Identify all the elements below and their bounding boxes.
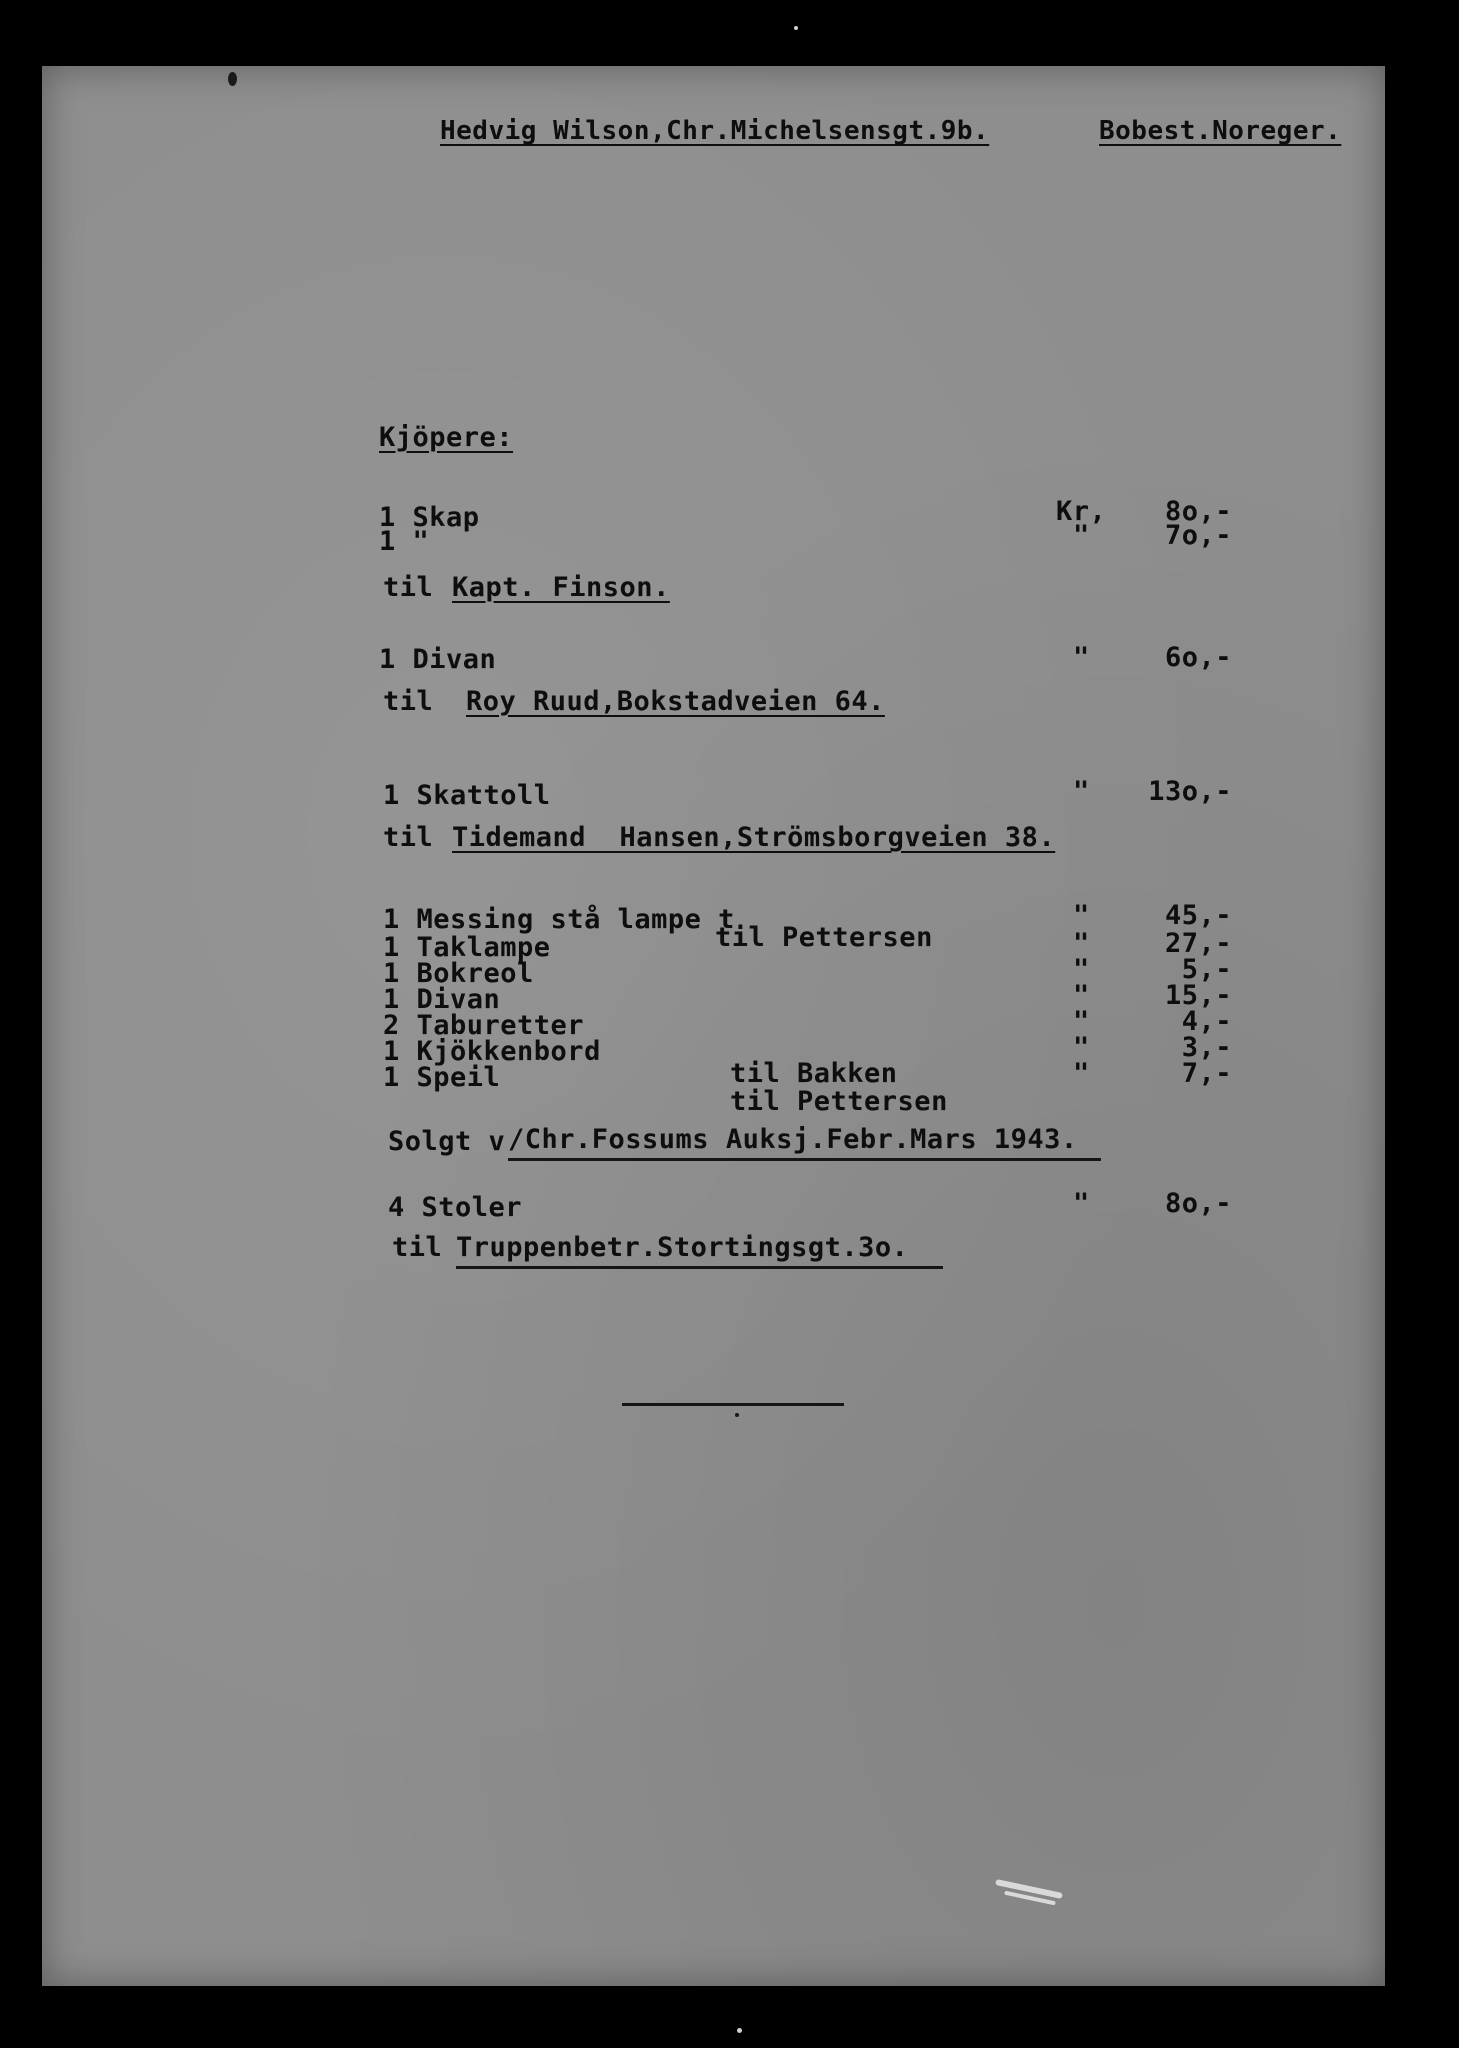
ditto-mark: " (1073, 1188, 1090, 1219)
amount-skap-1: 8o,- (1164, 496, 1232, 527)
header-reference: Bobest.Noreger. (1099, 116, 1342, 146)
ditto-mark: " (1073, 776, 1090, 807)
buyer-stoler: Truppenbetr.Stortingsgt.3o. (456, 1232, 942, 1263)
auction-item: 1 Speil (383, 1062, 501, 1093)
buyer-prefix: til (383, 572, 434, 603)
auction-amount: 45,- (1164, 900, 1232, 931)
item-skap-1: 1 Skap (379, 502, 480, 533)
scan-speck (228, 72, 237, 86)
buyer-divan: Roy Ruud,Bokstadveien 64. (466, 686, 885, 717)
stoler-underline (456, 1266, 943, 1269)
buyer-skap: Kapt. Finson. (452, 572, 670, 603)
auction-amount: 27,- (1164, 928, 1232, 959)
auction-amount: 3,- (1181, 1032, 1232, 1063)
item-divan: 1 Divan (379, 644, 497, 675)
ditto-mark: " (1073, 980, 1090, 1011)
item-skattoll: 1 Skattoll (383, 780, 551, 811)
buyer-skattoll: Tidemand Hansen,Strömsborgveien 38. (452, 822, 1056, 853)
buyer-prefix: til (383, 822, 434, 853)
header-name-address: Hedvig Wilson,Chr.Michelsensgt.9b. (440, 116, 990, 146)
scan-speck (735, 1413, 739, 1417)
ditto-mark: " (1073, 1058, 1090, 1089)
end-rule (622, 1403, 844, 1406)
auction-item: 1 Taklampe (383, 932, 551, 963)
auction-item: 1 Messing stå lampe t (383, 904, 735, 935)
sold-underline (508, 1158, 1101, 1161)
sold-prefix: Solgt v (388, 1126, 506, 1157)
document-sheet (42, 66, 1385, 1986)
auction-amount: 5,- (1181, 954, 1232, 985)
auction-note: til Pettersen (730, 1086, 948, 1117)
item-stoler: 4 Stoler (388, 1192, 523, 1223)
buyer-prefix: til (383, 686, 434, 717)
buyers-heading: Kjöpere: (379, 422, 514, 453)
amount-stoler: 8o,- (1164, 1188, 1232, 1219)
auction-item: 1 Kjökkenbord (383, 1036, 601, 1067)
amount-skattoll: 13o,- (1148, 776, 1232, 807)
ditto-mark: " (1073, 1032, 1090, 1063)
ditto-mark: " (1073, 642, 1090, 673)
auction-note: til Bakken (730, 1058, 898, 1089)
auction-item: 2 Taburetter (383, 1010, 585, 1041)
auction-item: 1 Divan (383, 984, 501, 1015)
auction-note: til Pettersen (715, 922, 933, 953)
ditto-mark: " (1073, 954, 1090, 985)
item-skap-2: 1 " (379, 526, 430, 557)
amount-divan: 6o,- (1164, 642, 1232, 673)
amount-skap-2: 7o,- (1164, 520, 1232, 551)
scan-speck (737, 2028, 742, 2033)
currency-label: Kr, (1056, 496, 1107, 527)
scan-speck (794, 26, 798, 30)
buyer-prefix: til (392, 1232, 443, 1263)
auction-amount: 7,- (1181, 1058, 1232, 1089)
sold-detail: /Chr.Fossums Auksj.Febr.Mars 1943. (508, 1124, 1078, 1155)
ditto-mark: " (1073, 1006, 1090, 1037)
auction-amount: 15,- (1164, 980, 1232, 1011)
auction-item: 1 Bokreol (383, 958, 534, 989)
auction-amount: 4,- (1181, 1006, 1232, 1037)
ditto-mark: " (1073, 928, 1090, 959)
ditto-mark: " (1073, 520, 1090, 551)
ditto-mark: " (1073, 900, 1090, 931)
